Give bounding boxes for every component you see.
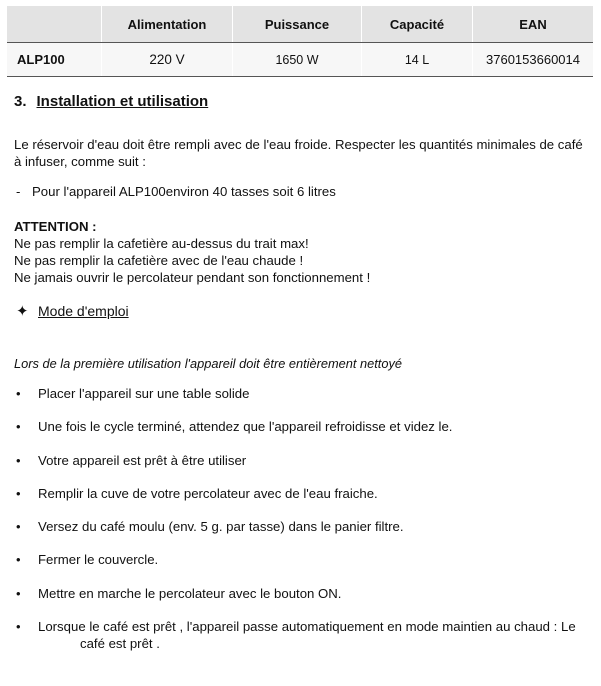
list-item-text: Placer l'appareil sur une table solide (38, 386, 250, 401)
intro-paragraph: Le réservoir d'eau doit être rempli avec de l'eau froide. Respecter les quantités minimales de café à infuser, comme suit : (14, 137, 583, 169)
bullet-icon: • (16, 585, 21, 601)
attention-block (14, 235, 370, 286)
cell-ean: 3760153660014 (473, 43, 594, 77)
section-heading (14, 93, 208, 110)
bullet-icon: • (16, 386, 21, 401)
list-item (14, 385, 589, 418)
attention-line: Ne jamais ouvrir le percolateur pendant son fonctionnement ! (14, 270, 371, 285)
list-item-text: Versez du café moulu (env. 5 g. par tasse) dans le panier filtre. (38, 519, 404, 535)
cell-model: ALP100 (7, 43, 102, 77)
attention-line: Ne pas remplir la cafetière avec de l'eau chaude ! (14, 253, 304, 268)
instructions-list (14, 385, 589, 652)
bullet-icon: • (16, 519, 21, 535)
list-item-text: Une fois le cycle terminé, attendez que l'appareil refroidisse et videz le. (38, 419, 453, 435)
cell-capacite: 14 L (362, 43, 473, 77)
list-item (14, 452, 589, 485)
header-blank (7, 6, 102, 43)
list-item-text: Lorsque le café est prêt , l'appareil passe automatiquement en mode maintien au chaud : Le (38, 619, 576, 635)
bullet-icon: • (16, 619, 21, 635)
attention-title: ATTENTION : (14, 219, 97, 234)
spec-table (7, 6, 593, 77)
mode-heading (16, 302, 129, 320)
spec-table-header-row (7, 6, 593, 43)
first-use-note: Lors de la première utilisation l'appareil doit être entièrement nettoyé (14, 356, 402, 371)
list-item-text: Remplir la cuve de votre percolateur avec de l'eau fraiche. (38, 485, 378, 501)
bullet-icon: • (16, 452, 21, 468)
bullet-icon: • (16, 552, 21, 568)
section-title: Installation et utilisation (36, 93, 209, 110)
list-item (14, 485, 589, 518)
header-puissance: Puissance (233, 6, 362, 43)
list-item-text: Votre appareil est prêt à être utiliser (38, 452, 247, 468)
cell-puissance: 1650 W (233, 43, 362, 77)
list-item (14, 618, 589, 652)
list-item (14, 518, 589, 551)
mode-title: Mode d'emploi (38, 303, 129, 319)
list-item (14, 551, 589, 584)
header-ean: EAN (473, 6, 594, 43)
capacity-note (16, 183, 336, 200)
dash-marker: - (16, 184, 21, 199)
capacity-note-text: Pour l'appareil ALP100environ 40 tasses soit 6 litres (32, 184, 336, 199)
list-item-text: Mettre en marche le percolateur avec le bouton ON. (38, 585, 342, 601)
list-item (14, 418, 589, 451)
cell-alimentation: 220 V (102, 43, 233, 77)
bullet-icon: • (16, 419, 21, 435)
header-alimentation: Alimentation (102, 6, 233, 43)
attention-line: Ne pas remplir la cafetière au-dessus du trait max! (14, 236, 309, 251)
list-item-text-continued: café est prêt . (80, 636, 160, 652)
spec-table-row (7, 43, 593, 77)
list-item (14, 585, 589, 618)
bullet-icon: • (16, 485, 21, 501)
list-item-text: Fermer le couvercle. (38, 552, 159, 568)
header-capacite: Capacité (362, 6, 473, 43)
four-pointed-star-icon: ✦ (16, 303, 29, 320)
section-number: 3. (14, 93, 27, 110)
